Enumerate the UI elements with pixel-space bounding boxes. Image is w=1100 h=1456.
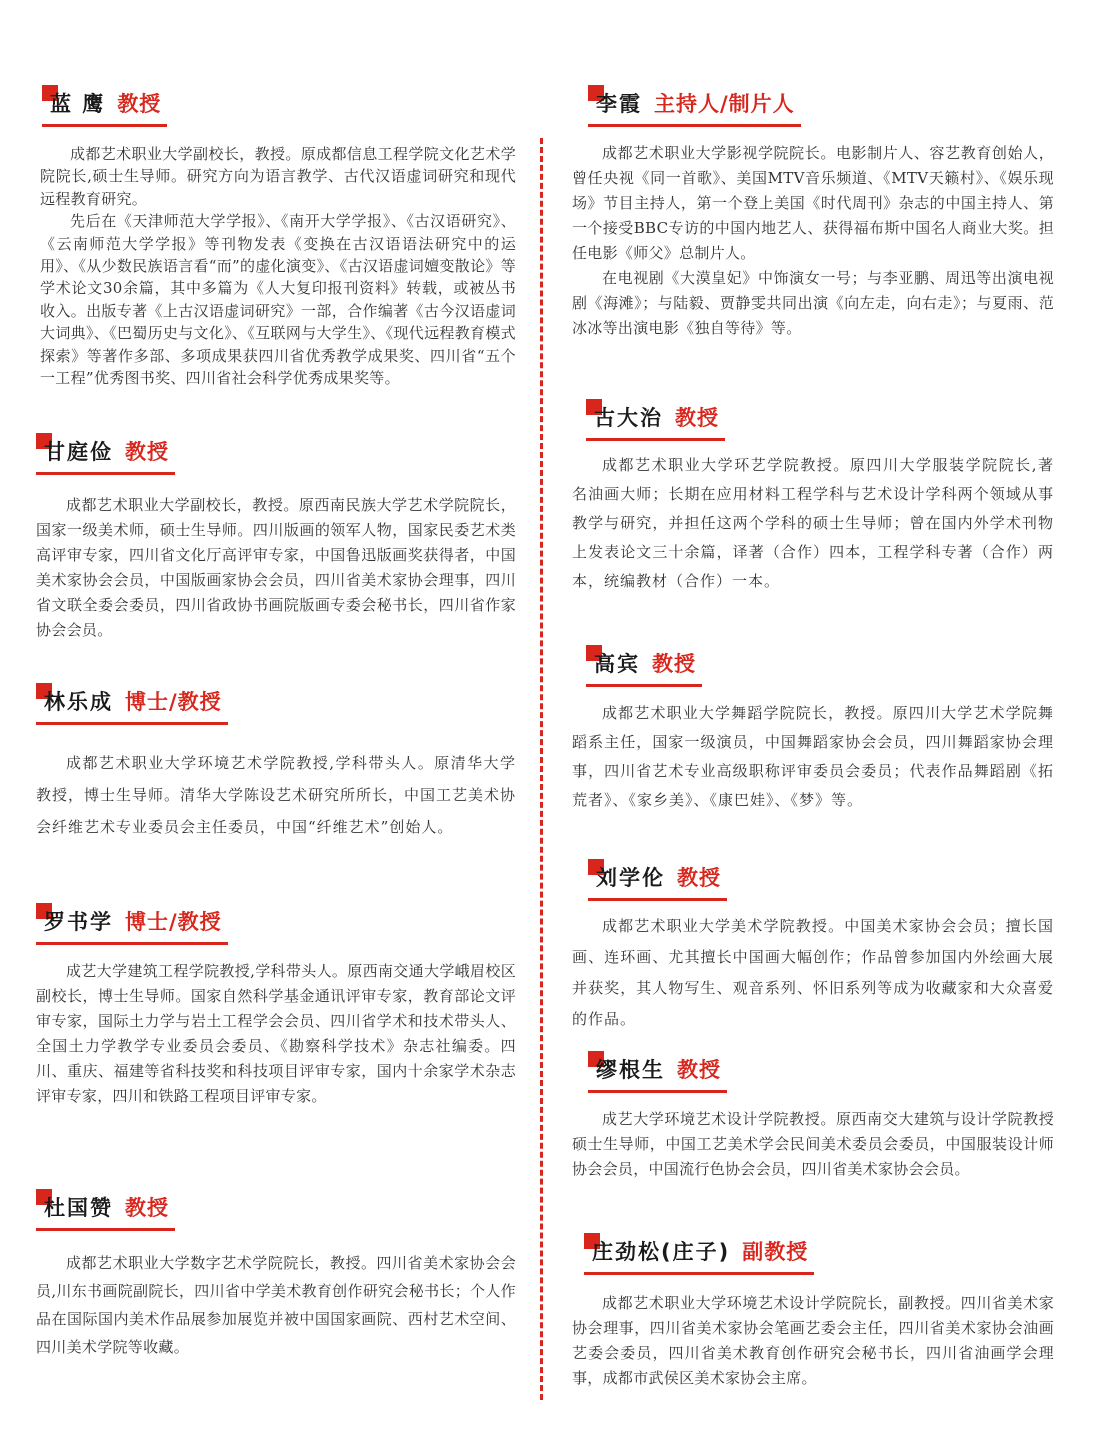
profile-heading <box>588 1054 727 1093</box>
profile-heading <box>42 88 167 127</box>
profile-title: 博士/教授 <box>125 910 222 934</box>
profile-heading <box>36 686 228 725</box>
profile-bio <box>572 699 1054 815</box>
profile-entry <box>36 436 516 643</box>
profile-entry <box>572 1236 1054 1391</box>
profile-heading <box>584 1236 814 1275</box>
bio-paragraph: 成都艺术职业大学美术学院教授。中国美术家协会会员；擅长国画、连环画、尤其擅长中国画大幅创作；作品曾参加国内外绘画大展并获奖，其人物写生、观音系列、怀旧系列等成为收藏家和大众喜爱的作品。 <box>572 917 1054 1028</box>
profile-bio <box>36 143 516 389</box>
bio-paragraph: 成都艺术职业大学影视学院院长。电影制片人、容艺教育创始人，曾任央视《同一首歌》、美国MTV音乐频道、《MTV天籁村》、《娱乐现场》节目主持人，第一个登上美国《时代周刊》杂志的中国主持人、第一个接受BBC专访的中国内地艺人、获得福布斯中国名人商业大奖。担任电影《师父》总制片人。 <box>572 144 1054 262</box>
profile-title: 教授 <box>677 1058 721 1082</box>
profile-name: 罗书学 <box>44 910 113 934</box>
profile-title: 教授 <box>125 1196 169 1220</box>
profile-name: 缪根生 <box>596 1058 665 1082</box>
profile-name: 古大治 <box>594 406 663 430</box>
profile-heading <box>36 1192 175 1231</box>
bio-paragraph: 成艺大学环境艺术设计学院教授。原西南交大建筑与设计学院教授硕士生导师，中国工艺美术学会民间美术委员会委员，中国服装设计师协会会员，中国流行色协会会员，四川省美术家协会会员。 <box>572 1110 1054 1178</box>
profile-entry <box>572 402 1054 596</box>
profile-entry <box>572 862 1054 1035</box>
profile-name: 庄劲松(庄子) <box>592 1240 731 1264</box>
profile-entry <box>36 88 516 389</box>
profile-title: 副教授 <box>742 1240 809 1264</box>
profile-title: 博士/教授 <box>125 690 222 714</box>
profile-name: 杜国赞 <box>44 1196 113 1220</box>
profile-name: 刘学伦 <box>596 866 665 890</box>
profile-bio <box>572 141 1054 341</box>
column-divider <box>540 138 543 1400</box>
profile-title: 教授 <box>117 92 162 116</box>
bio-paragraph: 成都艺术职业大学环境艺术设计学院院长，副教授。四川省美术家协会理事，四川省美术家协会笔画艺委会主任，四川省美术家协会油画艺委会委员，四川省美术教育创作研究会秘书长，四川省油画学会理事，成都市武侯区美术家协会主席。 <box>572 1294 1054 1387</box>
profile-name: 高宾 <box>594 652 640 676</box>
profile-bio <box>36 493 516 643</box>
bio-paragraph: 成艺大学建筑工程学院教授,学科带头人。原西南交通大学峨眉校区副校长，博士生导师。国家自然科学基金通讯评审专家，教育部论文评审专家，国际土力学与岩土工程学会会员、四川省学术和技术带头人、全国土力学教学专业委员会委员、《勘察科学技术》杂志社编委。四川、重庆、福建等省科技奖和科技项目评审专家，国内十余家学术杂志评审专家，四川和铁路工程项目评审专家。 <box>36 962 516 1105</box>
profile-bio <box>36 747 516 843</box>
bio-paragraph: 先后在《天津师范大学学报》、《南开大学学报》、《古汉语研究》、《云南师范大学学报》等刊物发表《变换在古汉语语法研究中的运用》、《从少数民族语言看“而”的虚化演变》、《古汉语虚词嬗变散论》等学术论文30余篇，其中多篇为《人大复印报刊资料》转载，或被丛书收入。出版专著《上古汉语虚词研究》一部，合作编著《古今汉语虚词大词典》、《巴蜀历史与文化》、《互联网与大学生》、《现代远程教育模式探索》等著作多部、多项成果获四川省优秀教学成果奖、四川省“五个一工程”优秀图书奖、四川省社会科学优秀成果奖等。 <box>40 212 516 388</box>
profile-entry <box>572 648 1054 815</box>
profile-title: 教授 <box>675 406 719 430</box>
profile-title: 教授 <box>677 866 721 890</box>
profile-entry <box>572 88 1054 341</box>
profile-heading <box>586 648 702 687</box>
profile-heading <box>36 436 175 475</box>
bio-paragraph: 成都艺术职业大学舞蹈学院院长，教授。原四川大学艺术学院舞蹈系主任，国家一级演员，中国舞蹈家协会会员，四川舞蹈家协会理事，四川省艺术专业高级职称评审委员会委员；代表作品舞蹈剧《拓荒者》、《家乡美》、《康巴娃》、《梦》等。 <box>572 704 1054 809</box>
bio-paragraph: 在电视剧《大漠皇妃》中饰演女一号；与李亚鹏、周迅等出演电视剧《海滩》；与陆毅、贾静雯共同出演《向左走，向右走》；与夏雨、范冰冰等出演电影《独自等待》等。 <box>572 269 1054 337</box>
profile-title: 教授 <box>125 440 169 464</box>
bio-paragraph: 成都艺术职业大学数字艺术学院院长，教授。四川省美术家协会会员,川东书画院副院长，四川省中学美术教育创作研究会秘书长；个人作品在国际国内美术作品展参加展览并被中国国家画院、西村艺术空间、四川美术学院等收藏。 <box>36 1254 516 1356</box>
profile-entry <box>572 1054 1054 1182</box>
profile-name: 蓝 鹰 <box>50 92 106 116</box>
bio-paragraph: 成都艺术职业大学环境艺术学院教授,学科带头人。原清华大学教授，博士生导师。清华大学陈设艺术研究所所长，中国工艺美术协会纤维艺术专业委员会主任委员，中国“纤维艺术”创始人。 <box>36 754 517 836</box>
profile-entry <box>36 906 516 1109</box>
profile-bio <box>572 451 1054 596</box>
bio-paragraph: 成都艺术职业大学副校长，教授。原西南民族大学艺术学院院长，国家一级美术师，硕士生导师。四川版画的领军人物，国家民委艺术类高评审专家，四川省文化厅高评审专家，中国鲁迅版画奖获得者，中国美术家协会会员，中国版画家协会会员，四川省美术家协会理事，四川省文联全委会委员，四川省政协书画院版画专委会秘书长，四川省作家协会会员。 <box>36 496 516 639</box>
profile-bio <box>572 1291 1054 1391</box>
profile-entry <box>36 1192 516 1361</box>
profile-name: 甘庭俭 <box>44 440 113 464</box>
profile-bio <box>36 959 516 1109</box>
profile-entry <box>36 686 516 843</box>
profile-name: 林乐成 <box>44 690 113 714</box>
profile-title: 主持人/制片人 <box>654 92 795 116</box>
profile-bio <box>572 1107 1054 1182</box>
bio-paragraph: 成都艺术职业大学副校长，教授。原成都信息工程学院文化艺术学院院长,硕士生导师。研究方向为语言教学、古代汉语虚词研究和现代远程教育研究。 <box>40 145 516 208</box>
profile-title: 教授 <box>652 652 696 676</box>
profile-heading <box>588 88 801 127</box>
profile-bio <box>572 911 1054 1035</box>
profile-heading <box>36 906 228 945</box>
profile-heading <box>586 402 725 441</box>
profile-heading <box>588 862 727 901</box>
profile-name: 李霞 <box>596 92 642 116</box>
bio-paragraph: 成都艺术职业大学环艺学院教授。原四川大学服装学院院长,著名油画大师；长期在应用材料工程学科与艺术设计学科两个领域从事教学与研究，并担任这两个学科的硕士生导师；曾在国内外学术刊物上发表论文三十余篇，译著（合作）四本，工程学科专著（合作）两本，统编教材（合作）一本。 <box>572 456 1054 590</box>
profile-bio <box>36 1249 516 1361</box>
